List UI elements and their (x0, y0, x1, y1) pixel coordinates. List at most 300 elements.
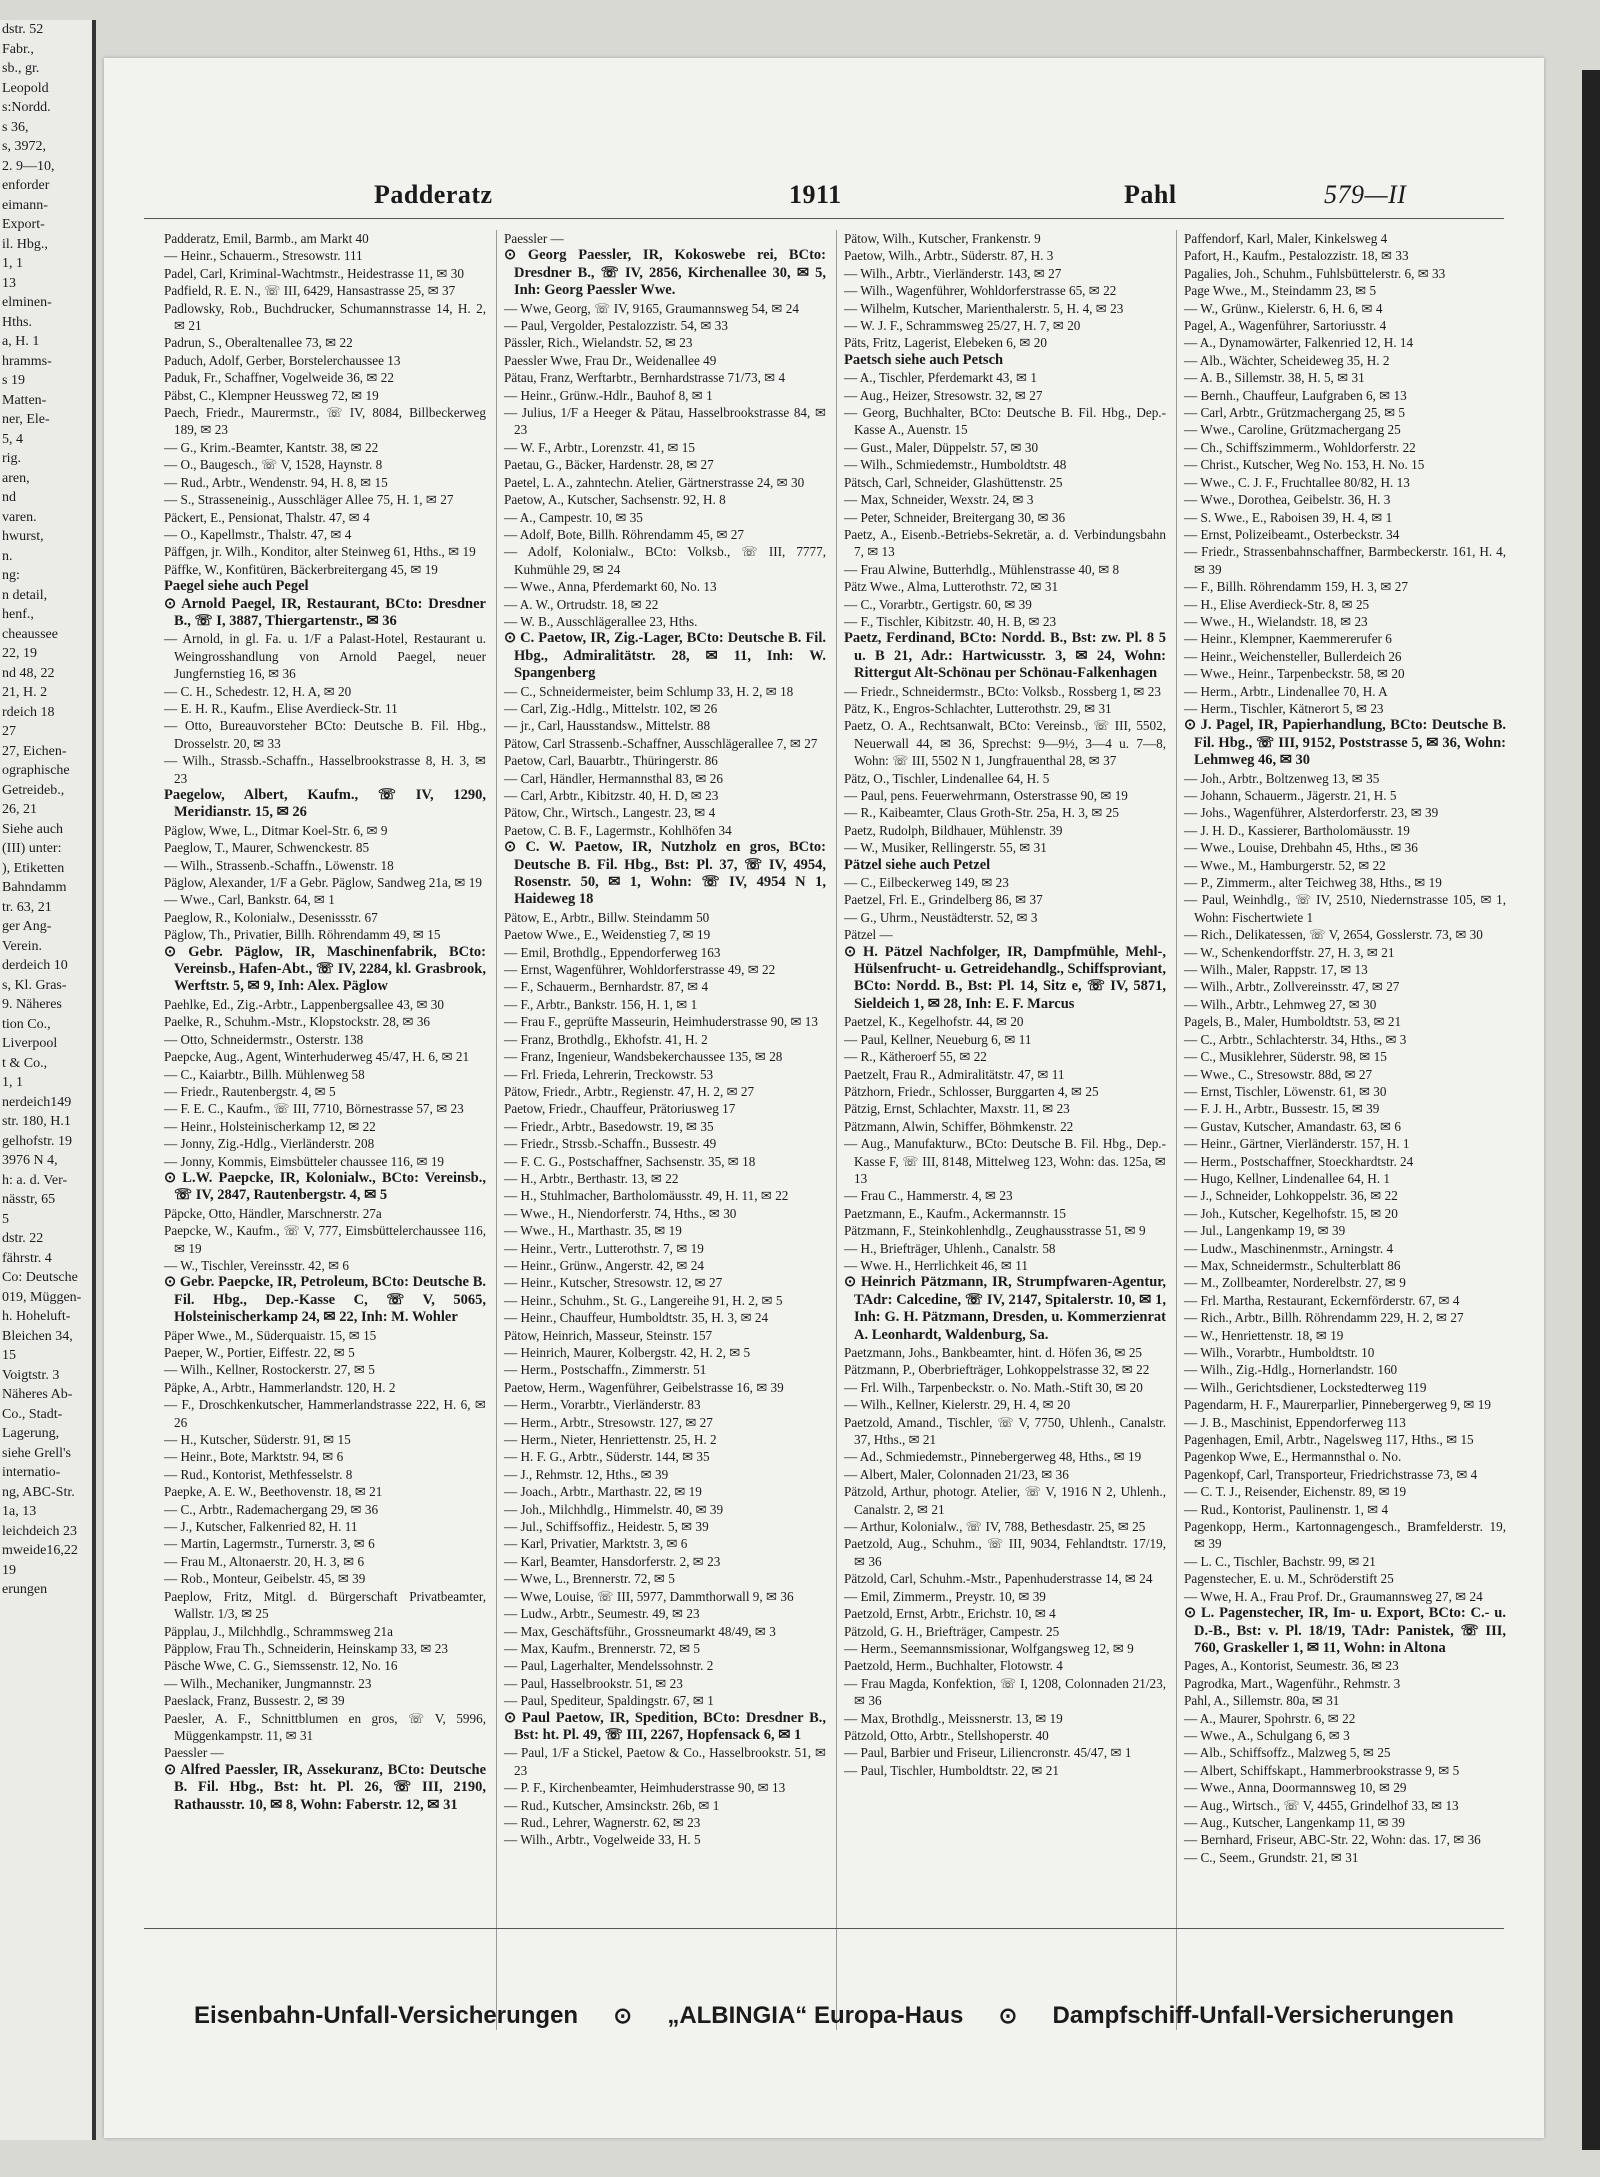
directory-entry: — C., Arbtr., Schlachterstr. 34, Hths., ✉ 3 (1184, 1031, 1407, 1047)
column-divider (1176, 230, 1177, 2030)
directory-entry: Pätow, Chr., Wirtsch., Langestr. 23, ✉ 4 (504, 805, 716, 821)
directory-entry: — Wwe., H., Marthastr. 35, ✉ 19 (504, 1223, 682, 1239)
directory-entry: Pätow, Carl Strassenb.-Schaffner, Ausschlägerallee 7, ✉ 27 (504, 735, 818, 751)
directory-entry: — H., Kutscher, Süderstr. 91, ✉ 15 (164, 1432, 351, 1448)
directory-entry: Paetzold, Amand., Tischler, ☏ V, 7750, Uhlenh., Canalstr. 37, Hths., ✉ 21 (844, 1414, 1166, 1448)
directory-entry: — W. J. F., Schrammsweg 25/27, H. 7, ✉ 20 (844, 318, 1081, 334)
prev-page-line: ng: (2, 568, 20, 583)
directory-entry: Padlowsky, Rob., Buchdrucker, Schumannstrasse 14, H. 2, ✉ 21 (164, 300, 486, 334)
prev-page-line: internatio- (2, 1465, 61, 1480)
directory-entry: Päglow, Th., Privatier, Billh. Röhrendamm 49, ✉ 15 (164, 927, 441, 943)
prev-page-line: siehe Grell's (2, 1445, 72, 1461)
directory-entry: — A., Campestr. 10, ✉ 35 (504, 509, 643, 525)
directory-entry: — F., Schauerm., Bernhardstr. 87, ✉ 4 (504, 979, 709, 995)
directory-entry: — C., Eilbeckerweg 149, ✉ 23 (844, 875, 1009, 891)
directory-entry: — Heinr., Schauerm., Stresowstr. 111 (164, 248, 363, 264)
directory-entry: — P., Zimmerm., alter Teichweg 38, Hths., ✉ 19 (1184, 875, 1442, 891)
directory-entry: Paetow, Friedr., Chauffeur, Prätoriusweg 17 (504, 1101, 736, 1117)
prev-page-line: s 36, (2, 119, 29, 135)
directory-entry: Paetow Wwe., E., Weidenstieg 7, ✉ 19 (504, 927, 711, 943)
previous-page-strip (0, 20, 96, 2140)
directory-entry: — Otto, Bureauvorsteher BCto: Deutsche B. Fil. Hbg., Drosselstr. 20, ✉ 33 (164, 718, 486, 751)
directory-entry: — A., Dynamowärter, Falkenried 12, H. 14 (1184, 335, 1414, 351)
directory-entry: Päbst, C., Klempner Heussweg 72, ✉ 19 (164, 387, 379, 403)
directory-entry: — Wilh., Arbtr., Zollvereinsstr. 47, ✉ 27 (1184, 979, 1400, 995)
directory-entry: — Wilh., Maler, Rappstr. 17, ✉ 13 (1184, 962, 1368, 978)
directory-entry: Paetz, O. A., Rechtsanwalt, BCto: Vereinsb., ☏ III, 5502, Neuerwall 44, ✉ 36, Sprechst: 9—9½, 3—4 u. 7—8, Wohn: ☏ III, 5502 N 1, Jungfrauenthal 28, ✉ 37 (844, 718, 1166, 769)
directory-entry: — Frau Alwine, Butterhdlg., Mühlenstrasse 40, ✉ 8 (844, 561, 1120, 577)
header-rule (144, 218, 1504, 219)
directory-entry: Päper Wwe., M., Süderquaistr. 15, ✉ 15 (164, 1327, 377, 1343)
prev-page-line: str. 180, H.1 (2, 1114, 71, 1129)
directory-entry: — C., Musiklehrer, Süderstr. 98, ✉ 15 (1184, 1049, 1387, 1065)
directory-entry: — Max, Geschäftsführ., Grossneumarkt 48/49, ✉ 3 (504, 1623, 776, 1639)
directory-entry: Paelke, R., Schuhm.-Mstr., Klopstockstr. 28, ✉ 36 (164, 1014, 431, 1030)
directory-entry: — Joh., Arbtr., Boltzenweg 13, ✉ 35 (1184, 770, 1380, 786)
directory-entry: — F. E. C., Kaufm., ☏ III, 7710, Börnestrasse 57, ✉ 23 (164, 1101, 464, 1117)
directory-entry: — Carl, Händler, Hermannsthal 83, ✉ 26 (504, 770, 723, 786)
directory-entry: — Ernst, Tischler, Löwenstr. 61, ✉ 30 (1184, 1083, 1387, 1099)
directory-entry: — Wwe., A., Schulgang 6, ✉ 3 (1184, 1727, 1350, 1743)
prev-page-line: aren, (2, 470, 30, 486)
directory-entry: — R., Kätheroerf 55, ✉ 22 (844, 1049, 987, 1065)
directory-entry: — Christ., Kutscher, Weg No. 153, H. No. 15 (1184, 457, 1425, 473)
directory-entry: — A. B., Sillemstr. 38, H. 5, ✉ 31 (1184, 370, 1365, 386)
directory-entry: — Aug., Kutscher, Langenkamp 11, ✉ 39 (1184, 1814, 1405, 1830)
prev-page-line: Co., Stadt- (2, 1406, 63, 1422)
prev-page-line: enforder (2, 178, 50, 193)
directory-entry: — Heinr., Chauffeur, Humboldtstr. 35, H. 3, ✉ 24 (504, 1310, 769, 1326)
directory-entry: Pagel, A., Wagenführer, Sartoriusstr. 4 (1184, 318, 1387, 334)
prev-page-line: 5 (2, 1211, 9, 1227)
directory-entry: Paetow, Carl, Bauarbtr., Thüringerstr. 86 (504, 753, 718, 769)
directory-entry: Pagenhagen, Emil, Arbtr., Nagelsweg 117, Hths., ✉ 15 (1184, 1432, 1474, 1448)
prev-page-line: rig. (2, 451, 22, 466)
directory-entry: — Wwe., C., Stresowstr. 88d, ✉ 27 (1184, 1066, 1373, 1082)
directory-entry: — C., Seem., Grundstr. 21, ✉ 31 (1184, 1849, 1359, 1865)
directory-entry: Pätzig, Ernst, Schlachter, Maxstr. 11, ✉ 23 (844, 1101, 1070, 1117)
directory-entry: — Wilh., Kellner, Kielerstr. 29, H. 4, ✉ 20 (844, 1397, 1071, 1413)
directory-entry: — Wwe. H., Herrlichkeit 46, ✉ 11 (844, 1257, 1028, 1273)
prev-page-line: 3976 N 4, (2, 1153, 58, 1168)
directory-entry: Paetow, A., Kutscher, Sachsenstr. 92, H. 8 (504, 492, 726, 508)
directory-entry: — Martin, Lagermstr., Turnerstr. 3, ✉ 6 (164, 1536, 375, 1552)
directory-columns (104, 230, 1544, 2030)
prev-page-line: 9. Näheres (2, 997, 62, 1012)
directory-entry: Pätau, Franz, Werftarbtr., Bernhardstrasse 71/73, ✉ 4 (504, 370, 786, 386)
prev-page-line: 21, H. 2 (2, 685, 48, 700)
directory-entry: Paetzold, Aug., Schuhm., ☏ III, 9034, Fehlandtstr. 17/19, ✉ 36 (844, 1536, 1166, 1569)
directory-entry: — Wwe., Louise, Drehbahn 45, Hths., ✉ 36 (1184, 840, 1418, 856)
prev-page-line: (III) unter: (2, 841, 62, 856)
directory-entry: — Bernhard, Friseur, ABC-Str. 22, Wohn: das. 17, ✉ 36 (1184, 1832, 1481, 1848)
directory-entry: Paetsch siehe auch Petsch (844, 351, 1004, 368)
directory-entry: — Paul, Tischler, Humboldtstr. 22, ✉ 21 (844, 1762, 1059, 1778)
directory-entry: Paessler — (164, 1745, 224, 1761)
directory-entry: Päffke, W., Konfitüren, Bäckerbreitergang 45, ✉ 19 (164, 561, 438, 577)
directory-entry: — Aug., Wirtsch., ☏ V, 4455, Grindelhof 33, ✉ 13 (1184, 1797, 1459, 1813)
directory-entry: Paepcke, W., Kaufm., ☏ V, 777, Eimsbüttelerchaussee 116, ✉ 19 (164, 1223, 486, 1256)
prev-page-line: Verein. (2, 938, 43, 954)
directory-entry: ⊙ Gebr. Päglow, IR, Maschinenfabrik, BCto: Vereinsb., Hafen-Abt., ☏ IV, 2284, kl. Grasbrook, Werftstr. 5, ✉ 9, Inh: Alex. Päglow (164, 943, 486, 995)
directory-entry: — M., Zollbeamter, Norderelbstr. 27, ✉ 9 (1184, 1275, 1406, 1291)
directory-entry: — Adolf, Kolonialw., BCto: Volksb., ☏ III, 7777, Kuhmühle 29, ✉ 24 (504, 544, 826, 577)
prev-page-line: s, Kl. Gras- (2, 977, 67, 993)
directory-entry: — Carl, Zig.-Hdlg., Mittelstr. 102, ✉ 26 (504, 700, 718, 716)
directory-entry: Pätow, Friedr., Arbtr., Regienstr. 47, H. 2, ✉ 27 (504, 1083, 755, 1099)
prev-page-line: dstr. 52 (2, 22, 44, 37)
directory-entry: Pätzmann, P., Oberbriefträger, Lohkoppelstrasse 32, ✉ 22 (844, 1362, 1150, 1378)
directory-entry: Pages, A., Kontorist, Seumestr. 36, ✉ 23 (1184, 1658, 1399, 1674)
directory-entry: — Ernst, Wagenführer, Wohldorferstrasse 49, ✉ 22 (504, 962, 776, 978)
footer-rule (144, 1928, 1504, 1929)
directory-entry: — W., Musiker, Rellingerstr. 55, ✉ 31 (844, 840, 1047, 856)
directory-entry: ⊙ L. Pagenstecher, IR, Im- u. Export, BCto: C.- u. D.-B., Bst: v. Pl. 18/19, TAdr: Panistek, ☏ III, 760, Graskeller 1, ✉ 11, Wohn: in Altona (1184, 1605, 1506, 1656)
directory-entry: — Rud., Lehrer, Wagnerstr. 62, ✉ 23 (504, 1814, 701, 1830)
directory-entry: — Wwe., Dorothea, Geibelstr. 36, H. 3 (1184, 492, 1391, 508)
directory-entry: — Max, Schneidermstr., Schulterblatt 86 (1184, 1257, 1401, 1273)
directory-entry: — Friedr., Rautenbergstr. 4, ✉ 5 (164, 1083, 336, 1099)
directory-entry: Paegel siehe auch Pegel (164, 578, 309, 595)
footer-left-ad: Eisenbahn-Unfall-Versicherungen (194, 2002, 579, 2029)
directory-entry: — C., Vorarbtr., Gertigstr. 60, ✉ 39 (844, 596, 1032, 612)
header-last-name: Pahl (1124, 180, 1177, 209)
directory-entry: — Johann, Schauerm., Jägerstr. 21, H. 5 (1184, 788, 1397, 803)
directory-entry: — C., Kaiarbtr., Billh. Mühlenweg 58 (164, 1066, 365, 1082)
directory-entry: — H. F. G., Arbtr., Süderstr. 144, ✉ 35 (504, 1449, 710, 1465)
directory-entry: — Franz, Brothdlg., Ekhofstr. 41, H. 2 (504, 1031, 708, 1047)
directory-entry: — Wilh., Strassb.-Schaffn., Hasselbrookstrasse 8, H. 3, ✉ 23 (164, 753, 486, 786)
prev-page-line: Matten- (2, 392, 47, 408)
directory-entry: — S. Wwe., E., Raboisen 39, H. 4, ✉ 1 (1184, 509, 1393, 525)
directory-entry: Paetow, Herm., Wagenführer, Geibelstrasse 16, ✉ 39 (504, 1379, 784, 1395)
prev-page-line: Export- (2, 217, 45, 232)
directory-entry: Pätzhorn, Friedr., Schlosser, Burggarten 4, ✉ 25 (844, 1083, 1099, 1099)
directory-entry: — Albert, Schiffskapt., Hammerbrookstrasse 9, ✉ 5 (1184, 1762, 1460, 1778)
prev-page-line: leichdeich 23 (2, 1523, 78, 1539)
directory-entry: Pafort, H., Kaufm., Pestalozzistr. 18, ✉ 33 (1184, 248, 1409, 264)
column-divider (836, 230, 837, 2030)
directory-entry: — Max, Schneider, Wexstr. 24, ✉ 3 (844, 492, 1034, 508)
directory-entry: — W., Schenkendorffstr. 27, H. 3, ✉ 21 (1184, 944, 1395, 960)
directory-entry: — Friedr., Schneidermstr., BCto: Volksb., Rossberg 1, ✉ 23 (844, 683, 1161, 699)
directory-entry: ⊙ Gebr. Paepcke, IR, Petroleum, BCto: Deutsche B. Fil. Hbg., Dep.-Kasse C, ☏ V, 5065, Holsteinischerkamp 24, ✉ 22, Inh: M. Wohler (164, 1274, 486, 1326)
prev-page-line: tion Co., (2, 1016, 51, 1032)
directory-entry: Pagenkopp, Herm., Kartonnagengesch., Bramfelderstr. 19, ✉ 39 (1184, 1519, 1506, 1552)
prev-page-line: sb., gr. (2, 61, 40, 76)
directory-entry: Päckert, E., Pensionat, Thalstr. 47, ✉ 4 (164, 509, 370, 525)
prev-page-line: hramms- (2, 353, 52, 369)
directory-entry: — S., Strasseneinig., Ausschläger Allee 75, H. 1, ✉ 27 (164, 492, 454, 508)
directory-entry: — Wilh., Strassenb.-Schaffn., Löwenstr. 18 (164, 857, 394, 873)
directory-entry: ⊙ C. Paetow, IR, Zig.-Lager, BCto: Deutsche B. Fil. Hbg., Admiralitätstr. 28, ✉ 11, Inh: W. Spangenberg (504, 630, 826, 682)
prev-page-line: cheaussee (2, 626, 58, 642)
directory-entry: Pätow, Wilh., Kutscher, Frankenstr. 9 (844, 231, 1041, 246)
directory-entry: — Wwe, Louise, ☏ III, 5977, Dammthorwall 9, ✉ 36 (504, 1588, 794, 1604)
directory-entry: — Max, Kaufm., Brennerstr. 72, ✉ 5 (504, 1640, 701, 1656)
prev-page-line: Voigtstr. 3 (2, 1367, 60, 1383)
prev-page-line: eimann- (2, 197, 48, 213)
directory-entry: — Gust., Maler, Düppelstr. 57, ✉ 30 (844, 439, 1039, 455)
prev-page-line: 15 (2, 1348, 16, 1363)
directory-entry: — Arnold, in gl. Fa. u. 1/F a Palast-Hotel, Restaurant u. Weingrosshandlung von Arnold Paegel, neuer Jungfernstieg 16, ✉ 36 (164, 631, 486, 682)
directory-entry: — Frl. Wilh., Tarpenbeckstr. o. No. Math.-Stift 30, ✉ 20 (844, 1379, 1143, 1395)
directory-entry: Päpke, A., Arbtr., Hammerlandstr. 120, H. 2 (164, 1379, 396, 1395)
directory-entry: — J., Schneider, Lohkoppelstr. 36, ✉ 22 (1184, 1188, 1398, 1204)
directory-entry: — Wilh., Arbtr., Vierländerstr. 143, ✉ 27 (844, 265, 1062, 281)
directory-entry: — Paul, 1/F a Stickel, Paetow & Co., Hasselbrookstr. 51, ✉ 23 (504, 1745, 826, 1778)
directory-entry: — Joh., Kutscher, Kegelhofstr. 15, ✉ 20 (1184, 1205, 1398, 1221)
prev-page-line: Siehe auch (2, 821, 64, 837)
directory-entry: Paetzold, Herm., Buchhalter, Flotowstr. 4 (844, 1658, 1063, 1674)
directory-entry: Paetel, L. A., zahntechn. Atelier, Gärtnerstrasse 24, ✉ 30 (504, 474, 805, 490)
directory-entry: — Heinr., Grünw., Angerstr. 42, ✉ 24 (504, 1257, 704, 1273)
directory-entry: Pätz Wwe., Alma, Lutterothstr. 72, ✉ 31 (844, 579, 1059, 595)
directory-entry: Paetow, Wilh., Arbtr., Süderstr. 87, H. 3 (844, 248, 1054, 264)
directory-entry: — Friedr., Arbtr., Basedowstr. 19, ✉ 35 (504, 1118, 714, 1134)
directory-entry: — Otto, Schneidermstr., Osterstr. 138 (164, 1031, 364, 1047)
directory-entry: — Albert, Maler, Colonnaden 21/23, ✉ 36 (844, 1466, 1069, 1482)
directory-entry: — Ch., Schiffszimmerm., Wohldorferstr. 22 (1184, 439, 1416, 455)
directory-entry: — Paul, Kellner, Neueburg 6, ✉ 11 (844, 1031, 1032, 1047)
prev-page-line: s:Nordd. (2, 100, 51, 115)
directory-entry: — R., Kaibeamter, Claus Groth-Str. 25a, H. 3, ✉ 25 (844, 805, 1119, 821)
directory-entry: — Wwe., Carl, Bankstr. 64, ✉ 1 (164, 892, 335, 908)
directory-entry: — Wilh., Arbtr., Lehmweg 27, ✉ 30 (1184, 996, 1377, 1012)
directory-entry: — Frl. Frieda, Lehrerin, Treckowstr. 53 (504, 1066, 714, 1082)
directory-entry: — F., Billh. Röhrendamm 159, H. 3, ✉ 27 (1184, 579, 1408, 595)
directory-entry: Padderatz, Emil, Barmb., am Markt 40 (164, 231, 369, 246)
prev-page-line: nerdeich149 (2, 1094, 72, 1110)
prev-page-line: Leopold (2, 80, 49, 96)
prev-page-line: nd (2, 490, 16, 505)
directory-entry: ⊙ Georg Paessler, IR, Kokoswebe rei, BCto: Dresdner B., ☏ IV, 2856, Kirchenallee 30, ✉ 5, Inh: Georg Paessler Wwe. (504, 247, 826, 299)
page-edge-shadow (1582, 70, 1600, 2150)
directory-entry: — Wilh., Arbtr., Vogelweide 33, H. 5 (504, 1832, 701, 1848)
prev-page-line: ), Etiketten (2, 860, 65, 876)
directory-entry: — J., Rehmstr. 12, Hths., ✉ 39 (504, 1466, 669, 1482)
prev-page-line: t & Co., (2, 1055, 48, 1071)
directory-entry: — H., Elise Averdieck-Str. 8, ✉ 25 (1184, 596, 1370, 612)
prev-page-line: mweide16,22 (2, 1543, 78, 1558)
directory-entry: — Carl, Arbtr., Grützmachergang 25, ✉ 5 (1184, 405, 1406, 421)
directory-entry: — Heinr., Klempner, Kaemmererufer 6 (1184, 631, 1392, 647)
directory-entry: — Herm., Seemannsmissionar, Wolfgangsweg 12, ✉ 9 (844, 1640, 1134, 1656)
directory-entry: — F., Arbtr., Bankstr. 156, H. 1, ✉ 1 (504, 996, 698, 1012)
directory-entry: — Ludw., Maschinenmstr., Arningstr. 4 (1184, 1240, 1394, 1256)
directory-entry: ⊙ L.W. Paepcke, IR, Kolonialw., BCto: Vereinsb., ☏ IV, 2847, Rautenbergstr. 4, ✉ 5 (164, 1169, 486, 1204)
prev-page-line: ng, ABC-Str. (2, 1484, 75, 1500)
directory-entry: — Peter, Schneider, Breitergang 30, ✉ 36 (844, 509, 1066, 525)
directory-entry: — Rud., Arbtr., Wendenstr. 94, H. 8, ✉ 15 (164, 474, 388, 490)
directory-entry: — Julius, 1/F a Heeger & Pätau, Hasselbrookstrasse 84, ✉ 23 (504, 405, 826, 438)
directory-entry: — Wwe., M., Hamburgerstr. 52, ✉ 22 (1184, 857, 1386, 873)
column-3 (844, 230, 1166, 1779)
directory-entry: — Aug., Manufakturw., BCto: Deutsche B. Fil. Hbg., Dep.-Kasse F, ☏ III, 8148, Mittelweg 123, Wohn: das. 125a, ✉ 13 (844, 1136, 1166, 1186)
prev-page-line: Fabr., (2, 41, 34, 57)
directory-entry: Päpcke, Otto, Händler, Marschnerstr. 27a (164, 1205, 382, 1221)
directory-entry: — Alb., Schiffsoffz., Malzweg 5, ✉ 25 (1184, 1745, 1391, 1761)
directory-entry: — Heinr., Grünw.-Hdlr., Bauhof 8, ✉ 1 (504, 387, 713, 403)
prev-page-line: h: a. d. Ver- (2, 1172, 68, 1188)
prev-page-line: 27, Eichen- (2, 743, 67, 759)
prev-page-line: fährstr. 4 (2, 1250, 52, 1266)
column-1 (164, 230, 486, 1814)
directory-entry: — F. C. G., Postschaffner, Sachsenstr. 35, ✉ 18 (504, 1153, 756, 1169)
prev-page-line: ner, Ele- (2, 412, 50, 427)
directory-entry: — Hugo, Kellner, Lindenallee 64, H. 1 (1184, 1170, 1391, 1186)
prev-page-line: 22, 19 (2, 646, 37, 661)
prev-page-line: varen. (2, 509, 37, 525)
directory-entry: — H., Stuhlmacher, Bartholomäusstr. 49, H. 11, ✉ 22 (504, 1188, 789, 1204)
directory-entry: — C. H., Schedestr. 12, H. A, ✉ 20 (164, 683, 352, 699)
directory-entry: Padrun, S., Oberaltenallee 73, ✉ 22 (164, 335, 353, 351)
directory-entry: — J. B., Maschinist, Eppendorferweg 113 (1184, 1414, 1406, 1430)
directory-entry: ⊙ Paul Paetow, IR, Spedition, BCto: Dresdner B., Bst: ht. Pl. 49, ☏ III, 2267, Hopfensack 6, ✉ 1 (504, 1709, 826, 1743)
directory-entry: Päts, Fritz, Lagerist, Elebeken 6, ✉ 20 (844, 335, 1047, 351)
prev-page-line: 13 (2, 275, 16, 291)
directory-entry: — J., Kutscher, Falkenried 82, H. 11 (164, 1519, 358, 1535)
directory-entry: Päpplow, Frau Th., Schneiderin, Heinskamp 33, ✉ 23 (164, 1640, 448, 1656)
directory-entry: Pagenstecher, E. u. M., Schröderstift 25 (1184, 1571, 1394, 1587)
directory-page (104, 58, 1544, 2138)
directory-entry: — Wilh., Kellner, Rostockerstr. 27, ✉ 5 (164, 1362, 375, 1378)
directory-entry: — Paul, Weinhdlg., ☏ IV, 2510, Niedernstrasse 105, ✉ 1, Wohn: Fischertwiete 1 (1184, 892, 1506, 925)
directory-entry: — H., Arbtr., Berthastr. 13, ✉ 22 (504, 1170, 679, 1186)
directory-entry: — C., Schneidermeister, beim Schlump 33, H. 2, ✉ 18 (504, 683, 794, 699)
directory-entry: Paetzmann, E., Kaufm., Ackermannstr. 15 (844, 1205, 1066, 1221)
prev-page-line: 27 (2, 724, 16, 739)
prev-page-line: rdeich 18 (2, 704, 55, 720)
directory-entry: — C. T. J., Reisender, Eichenstr. 89, ✉ 19 (1184, 1484, 1407, 1500)
column-4 (1184, 230, 1506, 1866)
directory-entry: ⊙ Alfred Paessler, IR, Assekuranz, BCto: Deutsche B. Fil. Hbg., Bst: ht. Pl. 26, ☏ III, 2190, Rathausstr. 10, ✉ 8, Wohn: Faberstr. 12, ✉ 31 (164, 1761, 486, 1813)
directory-entry: Paetz, Ferdinand, BCto: Nordd. B., Bst: zw. Pl. 8 5 u. B 21, Adr.: Hartwicusstr. 3, ✉ 24, Wohn: Rittergut Alt-Schönau per Schönau-Falkenhagen (844, 630, 1166, 682)
prev-page-line: Liverpool (2, 1036, 58, 1051)
directory-entry: — F., Droschkenkutscher, Hammerlandstrasse 222, H. 6, ✉ 26 (164, 1397, 486, 1430)
prev-page-line: Bahndamm (2, 880, 67, 895)
prev-page-line: n. (2, 548, 13, 564)
directory-entry: — P. F., Kirchenbeamter, Heimhuderstrasse 90, ✉ 13 (504, 1780, 786, 1796)
directory-entry: Paeper, W., Portier, Eiffestr. 22, ✉ 5 (164, 1345, 355, 1360)
directory-entry: — Wwe., Anna, Pferdemarkt 60, No. 13 (504, 579, 717, 595)
directory-entry: Paesler, A. F., Schnittblumen en gros, ☏ V, 5996, Müggenkampstr. 11, ✉ 31 (164, 1710, 486, 1743)
directory-entry: ⊙ H. Pätzel Nachfolger, IR, Dampfmühle, Mehl-, Hülsenfrucht- u. Getreidehandlg., Schiffsproviant, BCto: Nordd. B., Bst: Pl. 14, Sitz e, ☏ IV, 5871, Sieldeich 1, ✉ 28, Inh: E. F. Marcus (844, 943, 1166, 1012)
directory-entry: — Jul., Schiffsoffiz., Heidestr. 5, ✉ 39 (504, 1519, 709, 1535)
directory-entry: — Aug., Heizer, Stresowstr. 32, ✉ 27 (844, 387, 1043, 403)
directory-entry: Pätsch, Carl, Schneider, Glashüttenstr. 25 (844, 474, 1063, 490)
column-divider (496, 230, 497, 2030)
directory-entry: Pätzmann, Alwin, Schiffer, Böhmkenstr. 22 (844, 1118, 1074, 1134)
directory-entry: — Wwe., Caroline, Grützmachergang 25 (1184, 422, 1401, 438)
prev-page-line: 2. 9—10, (2, 158, 55, 174)
directory-entry: — L. C., Tischler, Bachstr. 99, ✉ 21 (1184, 1553, 1376, 1569)
prev-page-line: 5, 4 (2, 431, 23, 447)
directory-entry: — Rich., Arbtr., Billh. Röhrendamm 229, H. 2, ✉ 27 (1184, 1310, 1464, 1326)
directory-entry: — F., Tischler, Kibitzstr. 40, H. B, ✉ 23 (844, 613, 1057, 629)
header-first-name: Padderatz (374, 180, 493, 209)
circle-dot-icon: ⊙ (613, 2003, 632, 2028)
prev-page-line: Bleichen 34, (2, 1328, 73, 1344)
footer-right-ad: Dampfschiff-Unfall-Versicherungen (1052, 2002, 1454, 2029)
directory-entry: Päglow, Alexander, 1/F a Gebr. Päglow, Sandweg 21a, ✉ 19 (164, 875, 482, 891)
directory-entry: — Herm., Vorarbtr., Vierländerstr. 83 (504, 1397, 701, 1413)
directory-entry: — A., Tischler, Pferdemarkt 43, ✉ 1 (844, 370, 1037, 386)
directory-entry: — Wwe., H., Niendorferstr. 74, Hths., ✉ 30 (504, 1205, 737, 1221)
header-year: 1911 (789, 180, 842, 209)
directory-entry: — Herm., Postschaffn., Zimmerstr. 51 (504, 1362, 707, 1378)
directory-entry: — O., Baugesch., ☏ V, 1528, Haynstr. 8 (164, 457, 383, 473)
directory-entry: — Jul., Langenkamp 19, ✉ 39 (1184, 1223, 1346, 1239)
directory-entry: — Ernst, Polizeibeamt., Osterbeckstr. 34 (1184, 526, 1400, 542)
directory-entry: — Gustav, Kutscher, Amandastr. 63, ✉ 6 (1184, 1118, 1401, 1134)
prev-page-line: gelhofstr. 19 (2, 1133, 72, 1149)
directory-entry: — Ludw., Arbtr., Seumestr. 49, ✉ 23 (504, 1606, 700, 1622)
directory-entry: — Wilh., Zig.-Hdlg., Hornerlandstr. 160 (1184, 1362, 1398, 1378)
advertisement-footer (194, 1996, 1454, 2036)
prev-page-line: Lagerung, (2, 1426, 60, 1441)
directory-entry: Päsche Wwe, C. G., Siemssenstr. 12, No. 16 (164, 1658, 398, 1674)
directory-entry: — Paul, Hasselbrookstr. 51, ✉ 23 (504, 1675, 683, 1691)
prev-page-line: henf., (2, 607, 34, 622)
directory-entry: Paessler Wwe, Frau Dr., Weidenallee 49 (504, 352, 717, 368)
directory-entry: Paepcke, Aug., Agent, Winterhuderweg 45/47, H. 6, ✉ 21 (164, 1049, 470, 1065)
prev-page-line: ger Ang- (2, 919, 52, 934)
directory-entry: — Herm., Arbtr., Lindenallee 70, H. A (1184, 683, 1388, 699)
directory-entry: — G., Uhrm., Neustädterstr. 52, ✉ 3 (844, 909, 1038, 925)
directory-entry: — Heinr., Vertr., Lutterothstr. 7, ✉ 19 (504, 1240, 704, 1256)
prev-page-line: hwurst, (2, 529, 44, 544)
directory-entry: — Heinr., Weichensteller, Bullerdeich 26 (1184, 648, 1402, 664)
directory-entry: Pagendarm, H. F., Maurerparlier, Pinnebergerweg 9, ✉ 19 (1184, 1397, 1491, 1413)
prev-page-line: s, 3972, (2, 139, 46, 154)
directory-entry: Pätzold, Carl, Schuhm.-Mstr., Papenhuderstrasse 14, ✉ 24 (844, 1571, 1153, 1587)
directory-entry: Pätzel — (844, 927, 893, 943)
directory-entry: Paehlke, Ed., Zig.-Arbtr., Lappenbergsallee 43, ✉ 30 (164, 996, 444, 1012)
directory-entry: — W., Henriettenstr. 18, ✉ 19 (1184, 1327, 1344, 1343)
directory-entry: Pätz, K., Engros-Schlachter, Lutterothstr. 29, ✉ 31 (844, 700, 1112, 716)
directory-entry: Padfield, R. E. N., ☏ III, 6429, Hansastrasse 25, ✉ 37 (164, 283, 456, 299)
prev-page-line: nässtr, 65 (2, 1192, 56, 1207)
directory-entry: — Heinr., Holsteinischerkamp 12, ✉ 22 (164, 1118, 376, 1134)
directory-entry: Paduk, Fr., Schaffner, Vogelweide 36, ✉ 22 (164, 370, 394, 386)
directory-entry: Pagels, B., Maler, Humboldtstr. 53, ✉ 21 (1184, 1014, 1402, 1030)
directory-entry: Paetzold, Ernst, Arbtr., Erichstr. 10, ✉ 4 (844, 1606, 1056, 1622)
directory-entry: — Carl, Arbtr., Kibitzstr. 40, H. D, ✉ 23 (504, 788, 719, 803)
directory-entry: — Frau Magda, Konfektion, ☏ I, 1208, Colonnaden 21/23, ✉ 36 (844, 1675, 1166, 1709)
directory-entry: — Emil, Brothdlg., Eppendorferweg 163 (504, 944, 721, 960)
directory-entry: — Wwe, L., Brennerstr. 72, ✉ 5 (504, 1571, 675, 1587)
directory-entry: — Paul, Barbier und Friseur, Liliencronstr. 45/47, ✉ 1 (844, 1745, 1132, 1761)
directory-entry: Page Wwe., M., Steindamm 23, ✉ 5 (1184, 283, 1377, 299)
directory-entry: — Herm., Postschaffner, Stoeckhardtstr. 24 (1184, 1153, 1414, 1169)
directory-entry: — Friedr., Strassenbahnschaffner, Barmbeckerstr. 161, H. 4, ✉ 39 (1184, 544, 1506, 577)
page-header (124, 180, 1524, 220)
directory-entry: Pässler, Rich., Wielandstr. 52, ✉ 23 (504, 335, 693, 351)
directory-entry: Pätzold, Otto, Arbtr., Stellshoperstr. 40 (844, 1727, 1049, 1743)
directory-entry: — Georg, Buchhalter, BCto: Deutsche B. Fil. Hbg., Dep.-Kasse A., Auenstr. 15 (844, 405, 1166, 438)
directory-entry: Pagalies, Joh., Schuhm., Fuhlsbüttelerstr. 6, ✉ 33 (1184, 265, 1446, 281)
directory-entry: Päglow, Wwe, L., Ditmar Koel-Str. 6, ✉ 9 (164, 822, 388, 838)
prev-page-line: n detail, (2, 587, 48, 603)
directory-entry: Paetz, A., Eisenb.-Betriebs-Sekretär, a. d. Verbindungsbahn 7, ✉ 13 (844, 526, 1166, 560)
directory-entry: ⊙ J. Pagel, IR, Papierhandlung, BCto: Deutsche B. Fil. Hbg., ☏ III, 9152, Poststrasse 5, ✉ 36, Wohn: Lehmweg 46, ✉ 30 (1184, 717, 1506, 769)
directory-entry: Paetz, Rudolph, Bildhauer, Mühlenstr. 39 (844, 822, 1063, 838)
prev-page-line: 19 (2, 1562, 16, 1578)
directory-entry: — Herm., Arbtr., Stresowstr. 127, ✉ 27 (504, 1414, 713, 1430)
directory-entry: — Heinr., Gärtner, Vierländerstr. 157, H. 1 (1184, 1136, 1410, 1152)
directory-entry: Paeplow, Fritz, Mitgl. d. Bürgerschaft Privatbeamter, Wallstr. 1/3, ✉ 25 (164, 1588, 486, 1622)
